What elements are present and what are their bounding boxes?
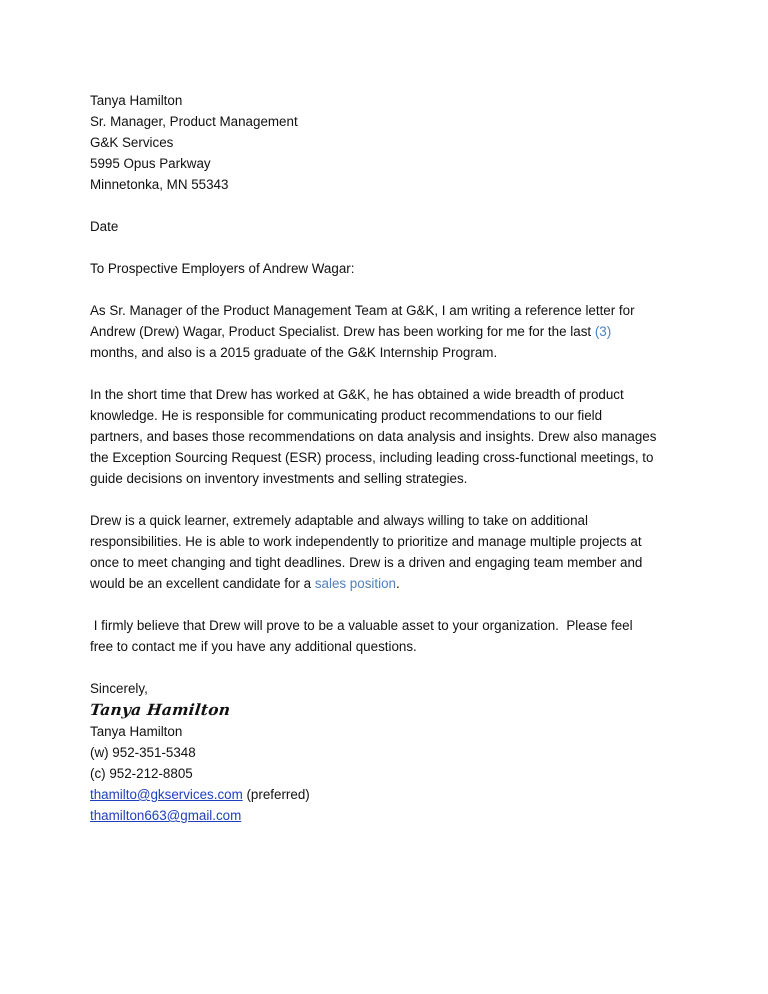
email-primary-link[interactable]: thamilto@gkservices.com — [90, 787, 243, 802]
cell-phone: (c) 952-212-8805 — [90, 766, 193, 781]
spacer — [90, 657, 690, 678]
closing: Sincerely, — [90, 681, 148, 696]
paragraph-2 — [90, 384, 690, 489]
salutation: To Prospective Employers of Andrew Wagar: — [90, 261, 355, 276]
spacer — [90, 594, 690, 615]
paragraph-1-text: Andrew (Drew) Wagar, Product Specialist. Drew has been working for me for the last — [90, 324, 595, 339]
paragraph-2-line: partners, and bases those recommendations on data analysis and insights. Drew also manages — [90, 429, 657, 444]
sender-name: Tanya Hamilton — [90, 93, 183, 108]
paragraph-4-line: I firmly believe that Drew will prove to be a valuable asset to your organization. Please feel — [90, 618, 633, 633]
sender-title: Sr. Manager, Product Management — [90, 114, 298, 129]
spacer — [90, 237, 690, 258]
sales-position-highlight: sales position — [314, 576, 396, 591]
paragraph-3 — [90, 510, 690, 594]
paragraph-2-line: guide decisions on inventory investments and selling strategies. — [90, 471, 468, 486]
date-line: Date — [90, 219, 119, 234]
sender-street: 5995 Opus Parkway — [90, 156, 211, 171]
paragraph-1-line — [90, 321, 690, 342]
paragraph-3-line — [90, 573, 690, 594]
paragraph-4-line: free to contact me if you have any additional questions. — [90, 639, 417, 654]
paragraph-2-line: the Exception Sourcing Request (ESR) process, including leading cross-functional meetings, to — [90, 450, 654, 465]
paragraph-3-text: . — [395, 576, 400, 591]
sender-company: G&K Services — [90, 135, 174, 150]
signoff-block — [90, 721, 690, 826]
paragraph-2-line: knowledge. He is responsible for communicating product recommendations to our field — [90, 408, 603, 423]
months-count-highlight: (3) — [594, 324, 612, 339]
paragraph-2-line: In the short time that Drew has worked at G&K, he has obtained a wide breadth of product — [90, 387, 624, 402]
work-phone: (w) 952-351-5348 — [90, 745, 196, 760]
spacer — [90, 195, 690, 216]
paragraph-1 — [90, 300, 690, 363]
signoff-name: Tanya Hamilton — [90, 724, 183, 739]
paragraph-3-line: responsibilities. He is able to work independently to prioritize and manage multiple projects at — [90, 534, 642, 549]
spacer — [90, 279, 690, 300]
email-primary-note: (preferred) — [242, 787, 310, 802]
email-secondary-link[interactable]: thamilton663@gmail.com — [90, 808, 242, 823]
sender-city-state-zip: Minnetonka, MN 55343 — [90, 177, 229, 192]
paragraph-4 — [90, 615, 690, 657]
spacer — [90, 363, 690, 384]
email-secondary-line — [90, 805, 690, 826]
sender-block — [90, 90, 690, 195]
handwritten-signature: Tanya Hamilton — [89, 700, 232, 719]
paragraph-3-text: would be an excellent candidate for a — [90, 576, 315, 591]
paragraph-1-line: As Sr. Manager of the Product Management Team at G&K, I am writing a reference letter for — [90, 303, 635, 318]
spacer — [90, 489, 690, 510]
letter-page — [90, 90, 690, 826]
paragraph-3-line: Drew is a quick learner, extremely adaptable and always willing to take on additional — [90, 513, 588, 528]
paragraph-1-line: months, and also is a 2015 graduate of the G&K Internship Program. — [90, 345, 498, 360]
paragraph-3-line: once to meet changing and tight deadlines. Drew is a driven and engaging team member and — [90, 555, 643, 570]
email-primary-line — [90, 784, 690, 805]
